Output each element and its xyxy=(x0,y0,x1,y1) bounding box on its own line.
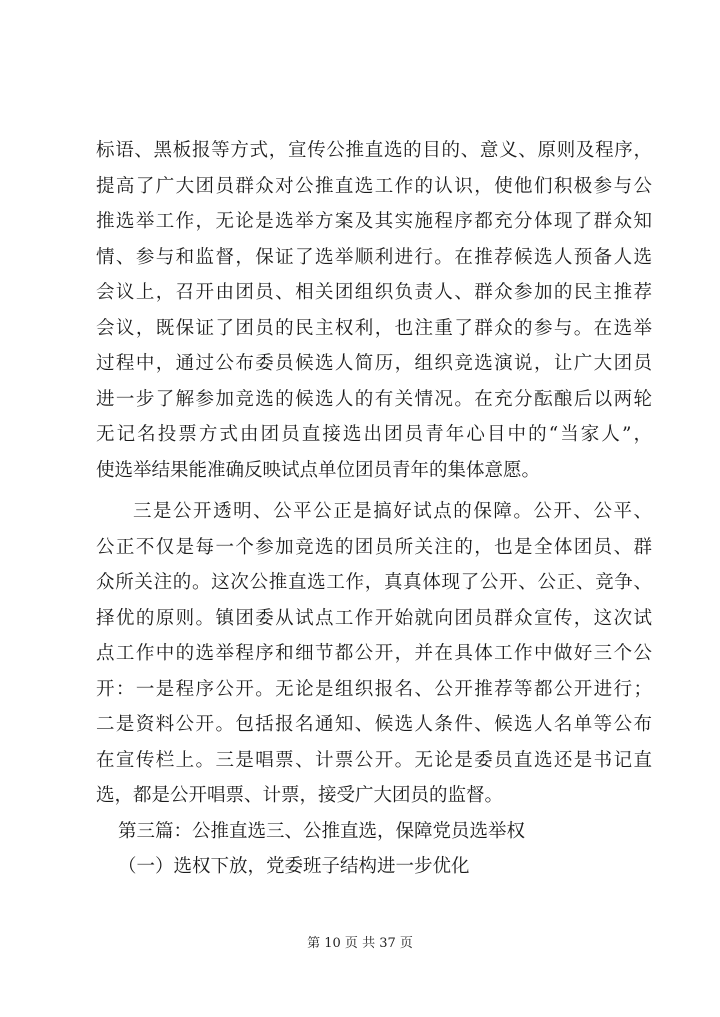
paragraph-line: 推选举工作，无论是选举方案及其实施程序都充分体现了群众知 xyxy=(96,211,652,232)
paragraph-line: 择优的原则。镇团委从试点工作开始就向团员群众宣传，这次试 xyxy=(96,607,652,629)
paragraph-line: 进一步了解参加竞选的候选人的有关情况。在充分酝酿后以两轮 xyxy=(96,388,652,410)
paragraph-1 xyxy=(96,133,652,488)
section-title: 第三篇：公推直选三、公推直选，保障党员选举权 xyxy=(118,820,526,842)
paragraph-line: 提高了广大团员群众对公推直选工作的认识，使他们积极参与公 xyxy=(96,175,652,197)
paragraph-line: 二是资料公开。包括报名通知、候选人条件、候选人名单等公布 xyxy=(96,714,652,735)
paragraph-line: 三是公开透明、公平公正是搞好试点的保障。公开、公平、 xyxy=(133,501,652,522)
paragraph-2 xyxy=(96,494,652,814)
paragraph-line: 开：一是程序公开。无论是组织报名、公开推荐等都公开进行； xyxy=(96,678,652,700)
paragraph-line: 点工作中的选举程序和细节都公开，并在具体工作中做好三个公 xyxy=(96,643,652,664)
paragraph-line: 众所关注的。这次公推直选工作，真真体现了公开、公正、竞争、 xyxy=(96,572,652,593)
paragraph-line: 使选举结果能准确反映试点单位团员青年的集体意愿。 xyxy=(96,459,541,481)
paragraph-line: 无记名投票方式由团员直接选出团员青年心目中的“当家人”， xyxy=(96,424,652,445)
paragraph-line: 选，都是公开唱票、计票，接受广大团员的监督。 xyxy=(96,785,504,806)
paragraph-line: 标语、黑板报等方式，宣传公推直选的目的、意义、原则及程序， xyxy=(96,140,652,161)
paragraph-line: 过程中，通过公布委员候选人简历，组织竞选演说，让广大团员 xyxy=(96,353,652,374)
paragraph-line: 会议上，召开由团员、相关团组织负责人、群众参加的民主推荐 xyxy=(96,282,652,303)
paragraph-line: 会议，既保证了团员的民主权利，也注重了群众的参与。在选举 xyxy=(96,317,652,339)
page-body xyxy=(96,133,652,885)
paragraph-line: 在宣传栏上。三是唱票、计票公开。无论是委员直选还是书记直 xyxy=(96,749,652,771)
subsection-title: （一）选权下放，党委班子结构进一步优化 xyxy=(118,856,470,877)
page-number-footer: 第 10 页 共 37 页 xyxy=(307,936,413,951)
paragraph-line: 公正不仅是每一个参加竞选的团员所关注的，也是全体团员、群 xyxy=(96,536,652,558)
paragraph-line: 情、参与和监督，保证了选举顺利进行。在推荐候选人预备人选 xyxy=(96,246,652,268)
